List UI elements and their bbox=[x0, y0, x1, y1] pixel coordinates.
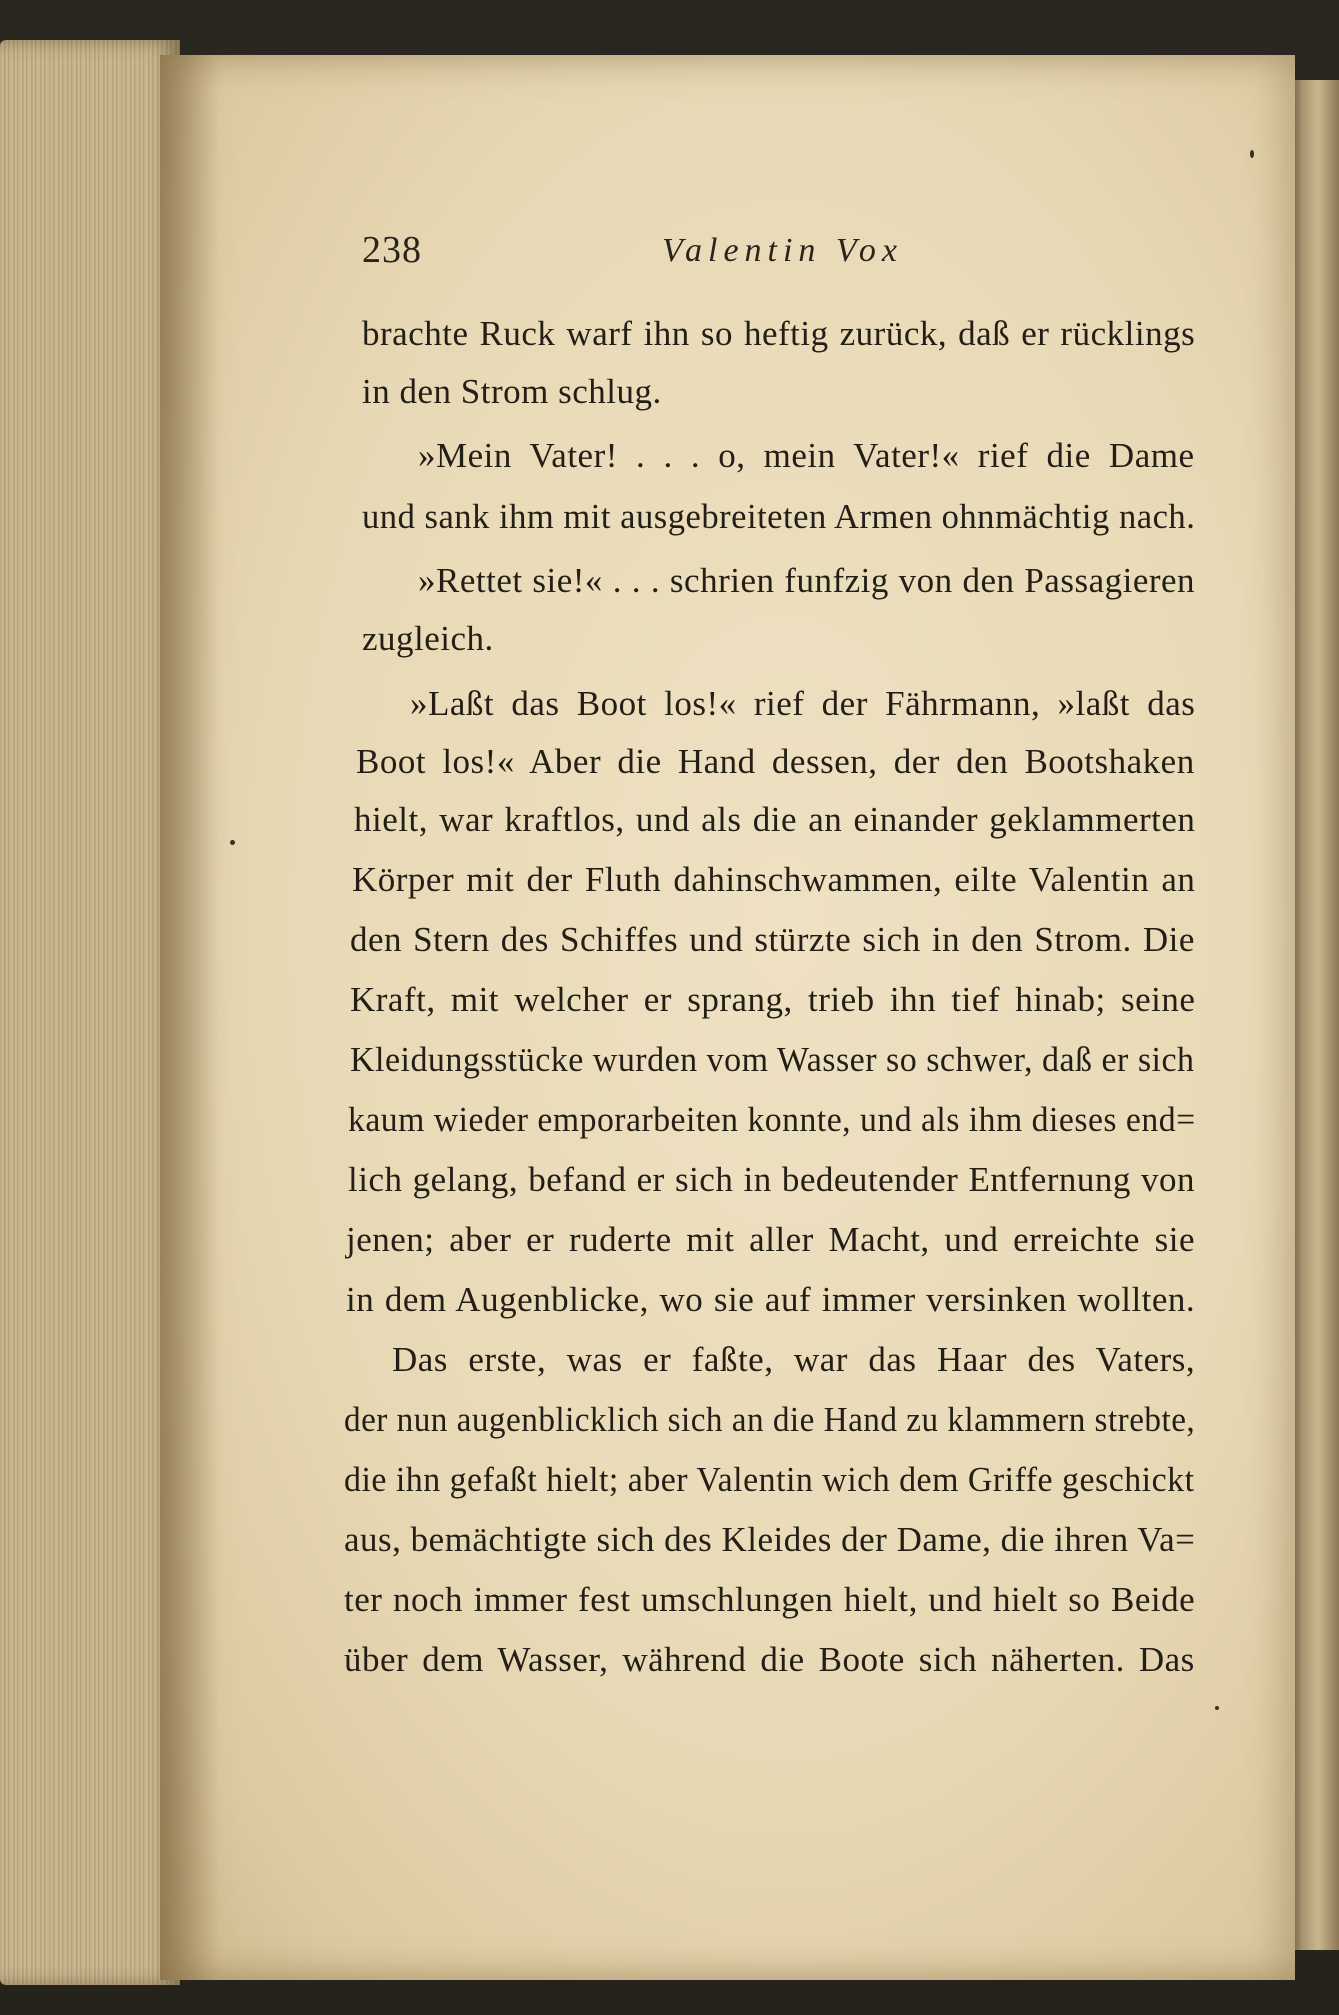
text-line: brachte Ruck warf ihn so heftig zurück, daß er rücklings bbox=[362, 314, 1196, 353]
text-line: über dem Wasser, während die Boote sich näherten. Das bbox=[344, 1640, 1195, 1679]
text-line: Kraft, mit welcher er sprang, trieb ihn tief hinab; seine bbox=[350, 980, 1196, 1019]
running-head: Valentin Vox bbox=[662, 232, 904, 269]
page-number: 238 bbox=[362, 229, 422, 271]
text-line: ter noch immer fest umschlungen hielt, und hielt so Beide bbox=[344, 1580, 1196, 1619]
text-line: den Stern des Schiffes und stürzte sich in den Strom. Die bbox=[350, 920, 1195, 959]
text-line: und sank ihm mit ausgebreiteten Armen ohnmächtig nach. bbox=[362, 497, 1196, 536]
text-line: die ihn gefaßt hielt; aber Valentin wich dem Griffe geschickt bbox=[344, 1460, 1195, 1499]
text-line: aus, bemächtigte sich des Kleides der Dame, die ihren Va= bbox=[344, 1520, 1196, 1559]
text-line: »Laßt das Boot los!« rief der Fährmann, »laßt das bbox=[410, 684, 1196, 723]
text-line: der nun augenblicklich sich an die Hand zu klammern strebte, bbox=[344, 1400, 1196, 1439]
text-line: zugleich. bbox=[362, 619, 494, 658]
text-line: lich gelang, befand er sich in bedeutender Entfernung von bbox=[348, 1160, 1196, 1199]
text-line: in dem Augenblicke, wo sie auf immer versinken wollten. bbox=[346, 1280, 1196, 1319]
text-line: kaum wieder emporarbeiten konnte, und als ihm dieses end= bbox=[348, 1100, 1196, 1139]
text-line: Boot los!« Aber die Hand dessen, der den Bootshaken bbox=[356, 742, 1195, 781]
text-line: jenen; aber er ruderte mit aller Macht, und erreichte sie bbox=[346, 1220, 1196, 1259]
paper-speck bbox=[230, 840, 235, 845]
text-line: »Mein Vater! . . . o, mein Vater!« rief die Dame bbox=[418, 436, 1195, 475]
text-line: »Rettet sie!« . . . schrien funfzig von den Passagieren bbox=[418, 561, 1196, 600]
text-line: Kleidungsstücke wurden vom Wasser so schwer, daß er sich bbox=[350, 1040, 1195, 1079]
text-line: in den Strom schlug. bbox=[362, 372, 662, 411]
paper-speck bbox=[1250, 150, 1254, 158]
text-line: hielt, war kraftlos, und als die an einander geklammerten bbox=[354, 800, 1196, 839]
text-line: Körper mit der Fluth dahinschwammen, eilte Valentin an bbox=[352, 860, 1196, 899]
paper-speck bbox=[1215, 1706, 1219, 1710]
text-line: Das erste, was er faßte, war das Haar des Vaters, bbox=[392, 1340, 1196, 1379]
